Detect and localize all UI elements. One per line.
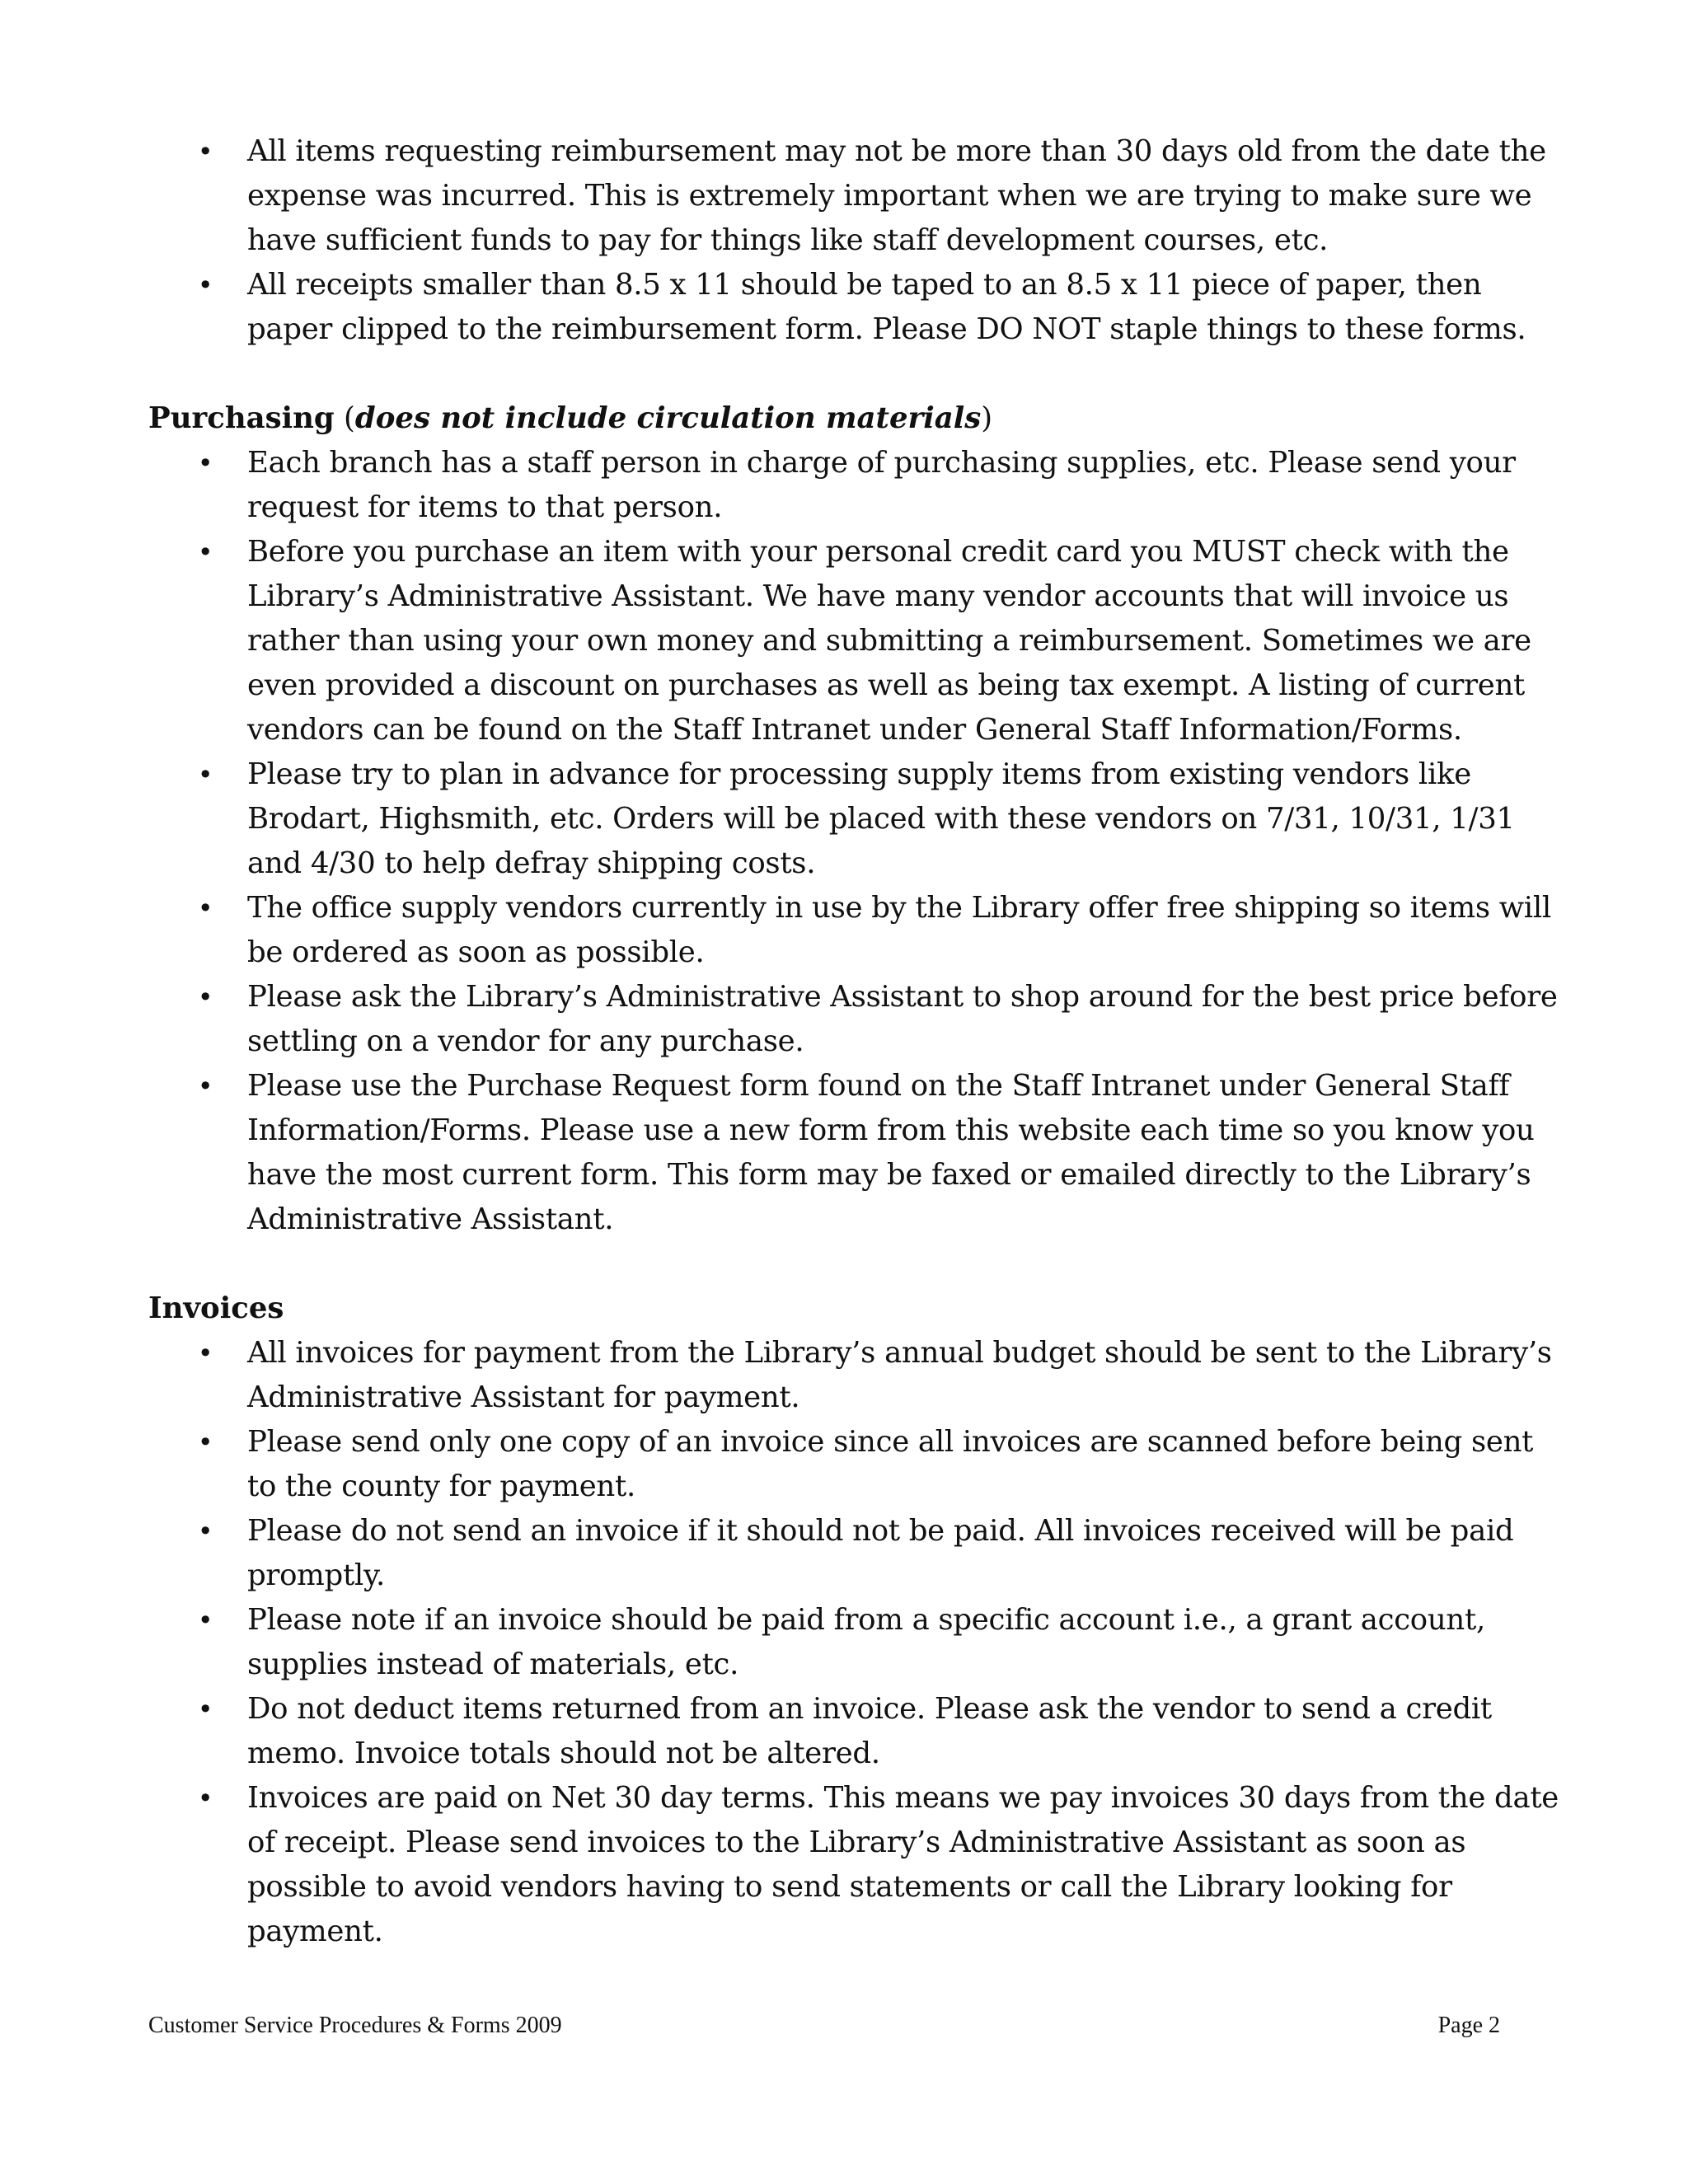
section-spacer bbox=[148, 1242, 1566, 1286]
bullet-icon: • bbox=[197, 1694, 213, 1725]
list-item bbox=[197, 975, 1566, 1064]
list-item bbox=[197, 1598, 1566, 1687]
bullet-icon: • bbox=[197, 1605, 213, 1636]
invoices-heading: Invoices bbox=[148, 1291, 284, 1325]
bullet-icon: • bbox=[197, 136, 213, 167]
list-item bbox=[197, 752, 1566, 886]
list-item bbox=[197, 1420, 1566, 1509]
list-item-text: Please note if an invoice should be paid from a specific account i.e., a grant account, supplies instead of materials, etc. bbox=[247, 1603, 1485, 1681]
list-item-text: Please ask the Library’s Administrative Assistant to shop around for the best price before settling on a vendor for any purchase. bbox=[247, 980, 1558, 1058]
list-item bbox=[197, 1064, 1566, 1242]
bullet-icon: • bbox=[197, 1338, 213, 1369]
list-item bbox=[197, 263, 1566, 352]
invoices-list bbox=[148, 1331, 1566, 1954]
list-item bbox=[197, 1509, 1566, 1598]
list-item bbox=[197, 1331, 1566, 1420]
list-item bbox=[197, 886, 1566, 975]
bullet-icon: • bbox=[197, 269, 213, 301]
reimbursement-list bbox=[148, 129, 1566, 352]
list-item-text: Each branch has a staff person in charge of purchasing supplies, etc. Please send your request for items to that person. bbox=[247, 446, 1516, 524]
list-item-text: Please send only one copy of an invoice since all invoices are scanned before being sent to the county for payment. bbox=[247, 1425, 1534, 1503]
section-spacer bbox=[148, 352, 1566, 396]
bullet-icon: • bbox=[197, 448, 213, 479]
page-content bbox=[148, 129, 1566, 1954]
footer-page-number: Page 2 bbox=[1437, 2013, 1500, 2038]
bullet-icon: • bbox=[197, 537, 213, 568]
bullet-icon: • bbox=[197, 1783, 213, 1814]
list-item bbox=[197, 441, 1566, 530]
list-item bbox=[197, 129, 1566, 263]
list-item-text: All receipts smaller than 8.5 x 11 should be taped to an 8.5 x 11 piece of paper, then paper clipped to the reimbursement form. Please DO NOT staple things to these forms. bbox=[247, 268, 1526, 346]
bullet-icon: • bbox=[197, 759, 213, 790]
list-item bbox=[197, 1687, 1566, 1776]
purchasing-note: does not include circulation materials bbox=[354, 401, 982, 435]
heading-paren-open: ( bbox=[334, 401, 355, 435]
purchasing-heading-text: Purchasing bbox=[148, 401, 335, 435]
list-item bbox=[197, 530, 1566, 752]
bullet-icon: • bbox=[197, 982, 213, 1013]
footer-document-title: Customer Service Procedures & Forms 2009 bbox=[148, 2013, 562, 2038]
purchasing-list bbox=[148, 441, 1566, 1242]
purchasing-heading bbox=[148, 396, 1566, 441]
list-item-text: Please try to plan in advance for processing supply items from existing vendors like Brodart, Highsmith, etc. Orders will be placed with these vendors on 7/31, 10/31, 1/31 and 4/30 to help defray shipping costs. bbox=[247, 757, 1515, 880]
list-item-text: Before you purchase an item with your personal credit card you MUST check with the Library’s Administrative Assistant. We have many vendor accounts that will invoice us rather than using your own money and submitting a reimbursement. Sometimes we are even provided a discount on purchases as well as being tax exempt. A listing of current vendors can be found on the Staff Intranet under General Staff Information/Forms. bbox=[247, 535, 1531, 747]
list-item-text: Please do not send an invoice if it should not be paid. All invoices received will be paid promptly. bbox=[247, 1514, 1514, 1592]
bullet-icon: • bbox=[197, 1516, 213, 1547]
bullet-icon: • bbox=[197, 893, 213, 924]
list-item-text: The office supply vendors currently in use by the Library offer free shipping so items will be ordered as soon as possible. bbox=[247, 891, 1551, 969]
list-item bbox=[197, 1776, 1566, 1954]
list-item-text: All items requesting reimbursement may not be more than 30 days old from the date the expense was incurred. This is extremely important when we are trying to make sure we have sufficient funds to pay for things like staff development courses, etc. bbox=[247, 134, 1546, 257]
bullet-icon: • bbox=[197, 1427, 213, 1458]
list-item-text: Please use the Purchase Request form found on the Staff Intranet under General Staff Information/Forms. Please use a new form from this website each time so you know you have the most current form. This form may be faxed or emailed directly to the Library’s Administrative Assistant. bbox=[247, 1069, 1535, 1236]
list-item-text: All invoices for payment from the Library’s annual budget should be sent to the Library’s Administrative Assistant for payment. bbox=[247, 1336, 1552, 1414]
heading-paren-close: ) bbox=[981, 401, 993, 435]
list-item-text: Do not deduct items returned from an invoice. Please ask the vendor to send a credit memo. Invoice totals should not be altered. bbox=[247, 1692, 1492, 1770]
bullet-icon: • bbox=[197, 1071, 213, 1102]
list-item-text: Invoices are paid on Net 30 day terms. This means we pay invoices 30 days from the date of receipt. Please send invoices to the Library’s Administrative Assistant as soon as possible to avoid vendors having to send statements or call the Library looking for payment. bbox=[247, 1781, 1559, 1948]
